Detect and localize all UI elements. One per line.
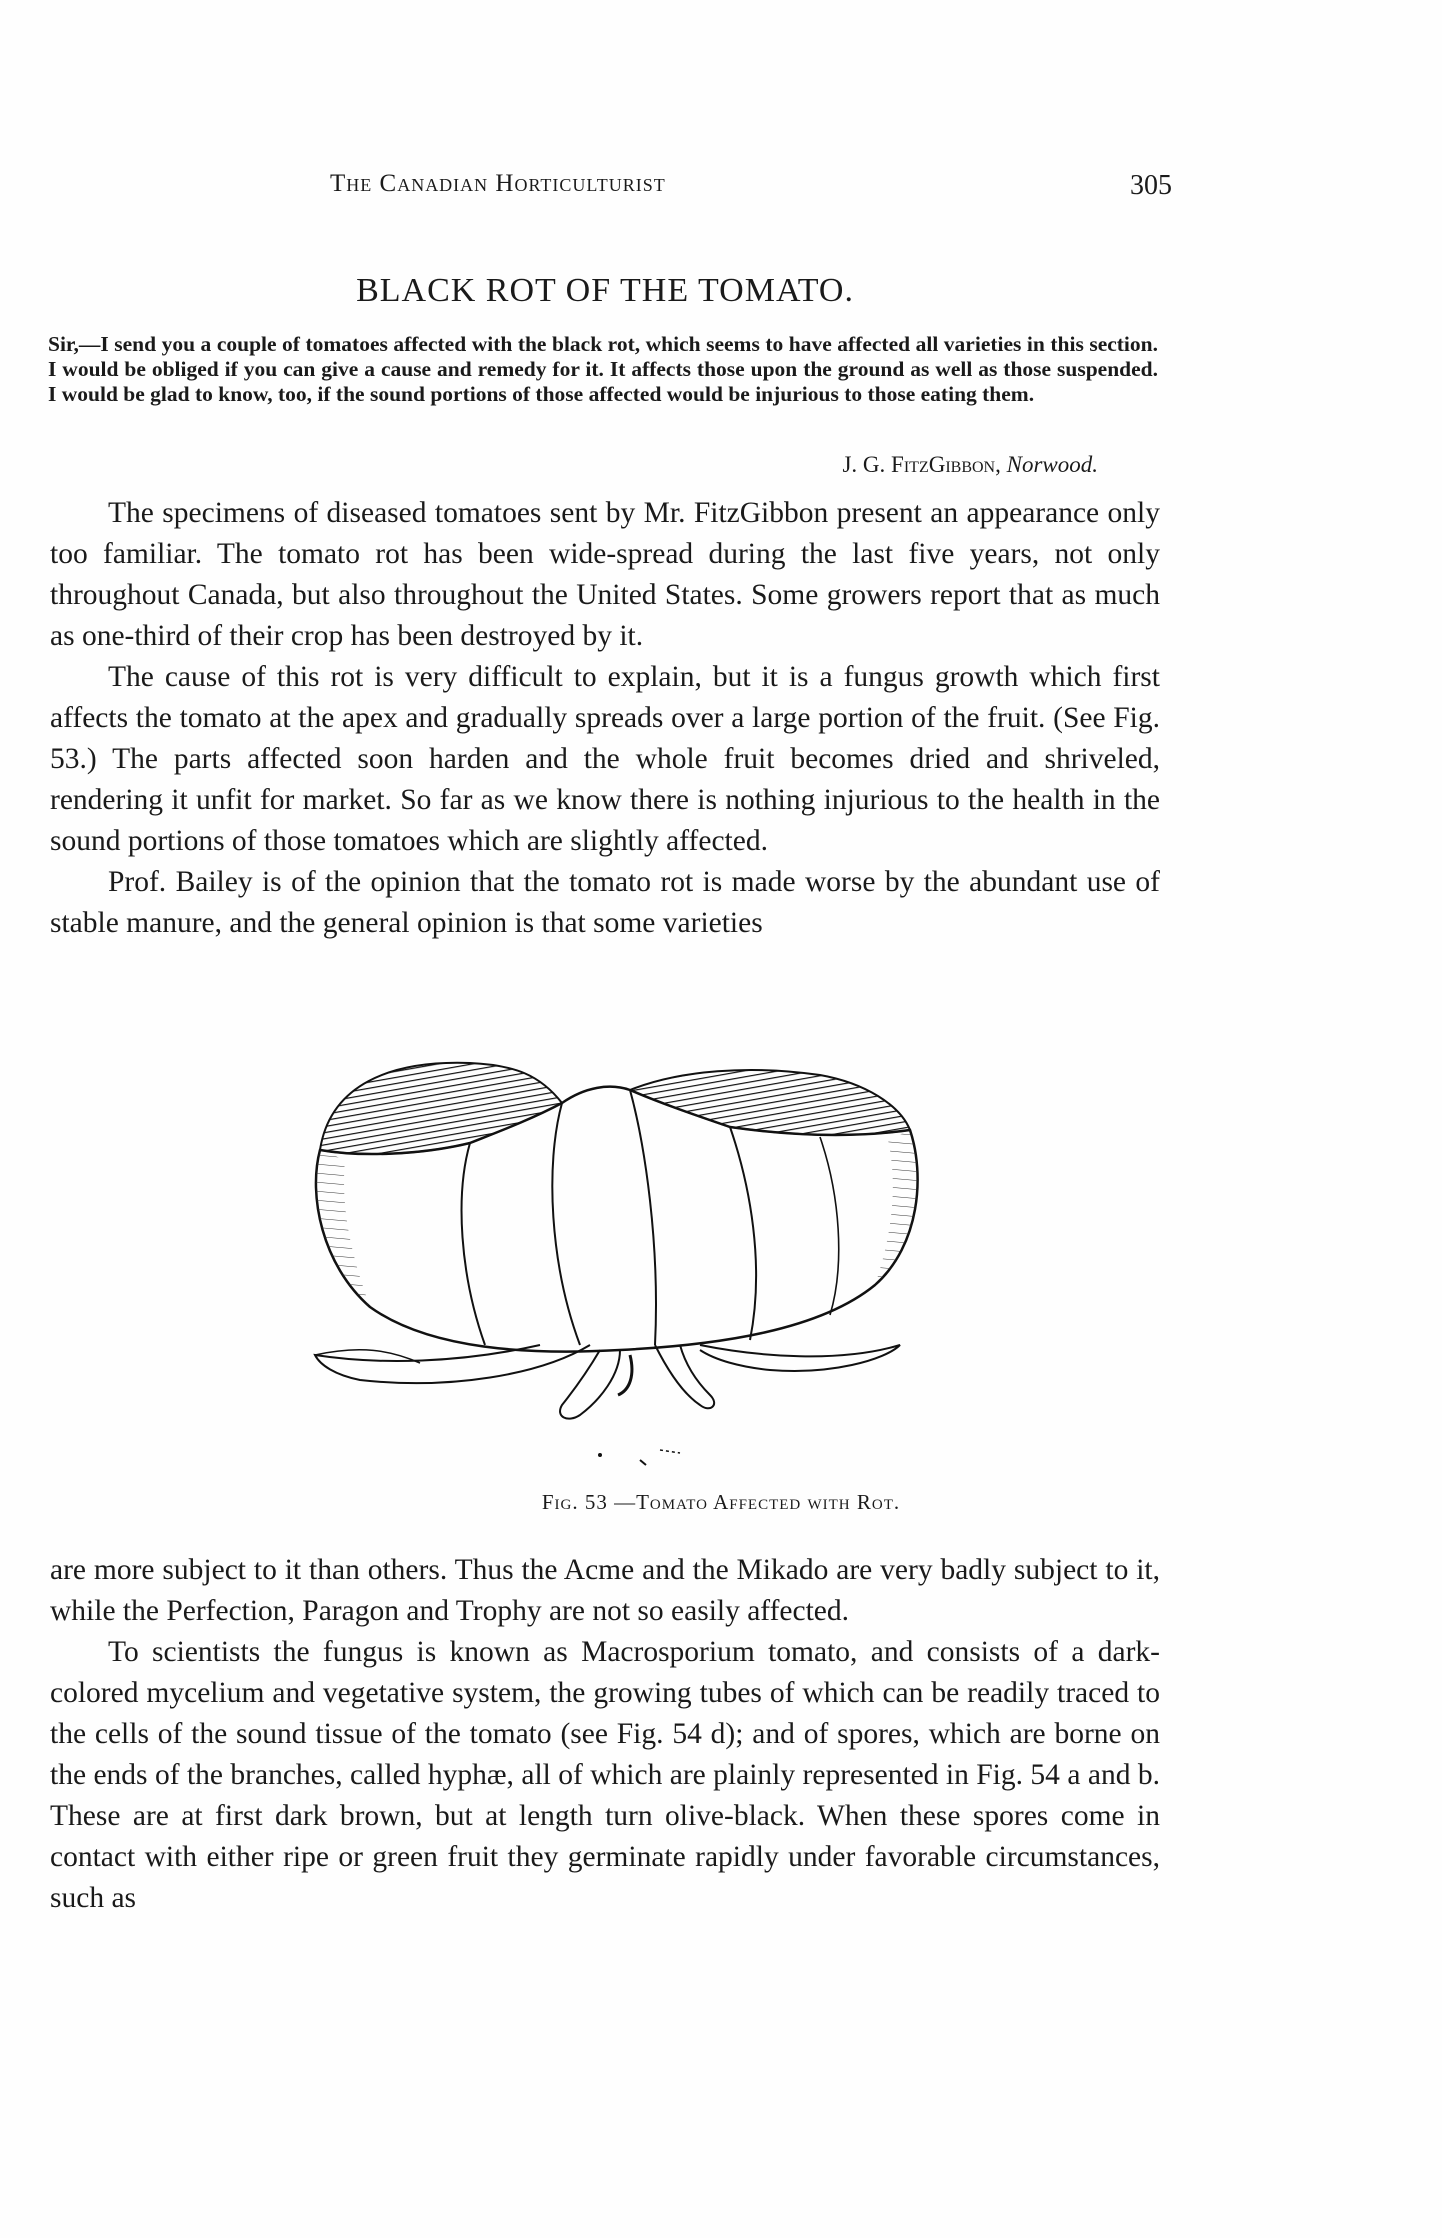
page-number: 305 [1130,170,1172,201]
body-text-bottom [50,1550,1160,1919]
running-title: The Canadian Horticulturist [330,170,666,197]
article-title: BLACK ROT OF THE TOMATO. [356,272,854,309]
paragraph: The cause of this rot is very difficult to explain, but it is a fungus growth which first affects the tomato at the apex and gradually spreads over a large portion of the fruit. (See Fig. 53.) The parts affected soon harden and the whole fruit becomes dried and shriveled, rendering it unfit for market. So far as we know there is nothing injurious to the health in the sound portions of those tomatoes which are slightly affected. [50,661,1160,857]
paragraph: To scientists the fungus is known as Macrosporium tomato, and consists of a dark-colored mycelium and vegetative system, the growing tubes of which can be readily traced to the cells of the sound tissue of the tomato (see Fig. 54 d); and of spores, which are borne on the ends of the branches, called hyphæ, all of which are plainly represented in Fig. 54 a and b. These are at first dark brown, but at length turn olive-black. When these spores come in contact with either ripe or green fruit they germinate rapidly under favorable circumstances, such as [50,1636,1160,1914]
letter-signature [48,452,1098,478]
figure-caption: Fig. 53 —Tomato Affected with Rot. [541,1490,901,1514]
paragraph: are more subject to it than others. Thus the Acme and the Mikado are very badly subject to it, while the Perfection, Paragon and Trophy are not so easily affected. [50,1554,1160,1627]
letter-text: Sir,—I send you a couple of tomatoes affected with the black rot, which seems to have affected all varieties in this section. I would be obliged if you can give a cause and remedy for it. It affects those upon the ground as well as those suspended. I would be glad to know, too, if the sound portions of those affected would be injurious to those eating them. [48,332,1158,406]
tomato-illustration [300,1045,940,1475]
reader-letter [48,332,1158,407]
paragraph: Prof. Bailey is of the opinion that the tomato rot is made worse by the abundant use of stable manure, and the general opinion is that some varieties [50,866,1160,939]
page-header [0,170,1442,210]
paragraph: The specimens of diseased tomatoes sent by Mr. FitzGibbon present an appearance only too familiar. The tomato rot has been wide-spread during the last five years, not only throughout Canada, but also throughout the United States. Some growers report that as much as one-third of their crop has been destroyed by it. [50,497,1160,652]
signature-place: Norwood. [1006,452,1098,477]
signature-name: J. G. FitzGibbon, [842,452,1001,477]
body-text-top [50,493,1160,944]
